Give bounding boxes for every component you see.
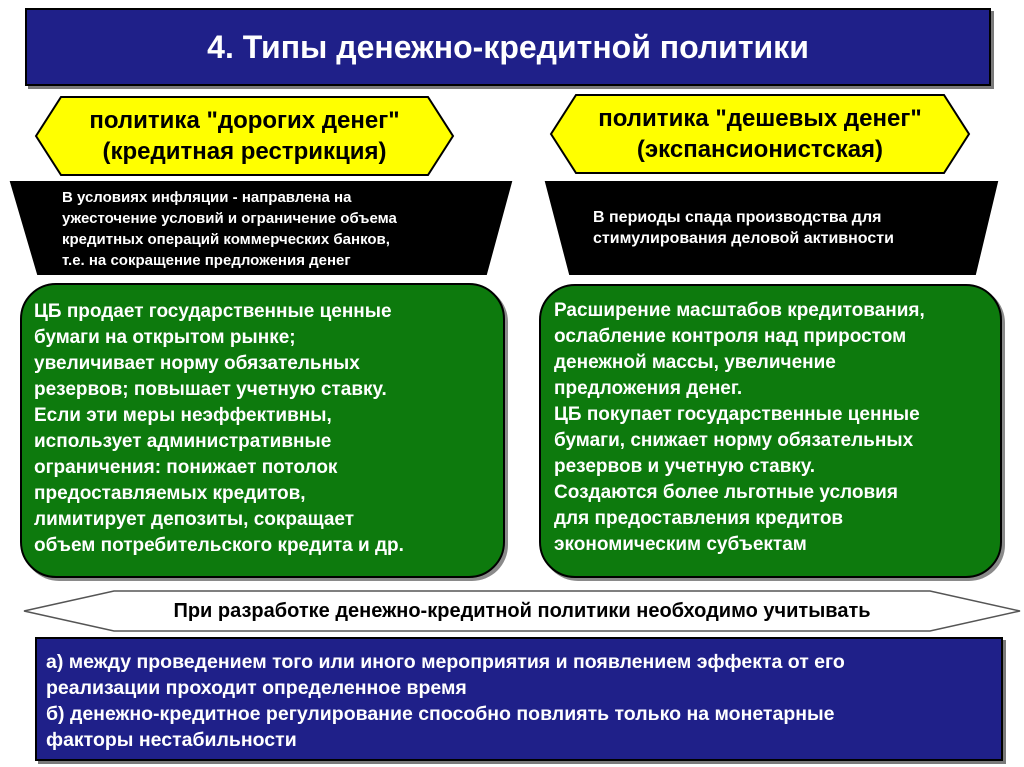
right-condition-line-1: В периоды спада производства для [593,209,882,226]
consideration-line-1: а) между проведением того или иного мероприятия и появлением эффекта от его [46,651,845,673]
left-measure-line-1: ЦБ продает государственные ценные [34,301,392,322]
left-measure-line-5: Если эти меры неэффективны, [34,405,332,426]
left-condition-line-4: т.е. на сокращение предложения денег [62,252,351,269]
left-measure-line-7: ограничения: понижает потолок [34,457,338,478]
left-header-line-2: (кредитная рестрикция) [102,138,387,165]
right-measure-line-6: бумаги, снижает норму обязательных [554,430,914,451]
left-policy-header [33,94,456,178]
consideration-line-4: факторы нестабильности [46,729,297,751]
considerations-box [35,637,1003,761]
right-header-line-1: политика "дешевых денег" [598,105,922,132]
left-measure-line-2: бумаги на открытом рынке; [34,327,296,348]
left-measure-line-9: лимитирует депозиты, сокращает [34,509,355,530]
right-measure-line-2: ослабление контроля над приростом [554,326,907,347]
left-condition-line-2: ужесточение условий и ограничение объема [62,210,397,227]
consider-arrow [22,589,1022,633]
left-header-line-1: политика "дорогих денег" [89,107,400,134]
left-measure-line-6: использует административные [34,431,332,452]
right-measure-line-9: для предоставления кредитов [554,508,844,529]
right-measure-line-5: ЦБ покупает государственные ценные [554,404,920,425]
consider-label: При разработке денежно-кредитной политики необходимо учитывать [173,599,871,622]
left-measures-box [20,283,505,578]
right-header-line-2: (экспансионистская) [636,136,884,163]
right-measure-line-7: резервов и учетную ставку. [554,456,816,477]
left-measure-line-8: предоставляемых кредитов, [34,483,306,504]
right-measures-box [539,284,1002,578]
title-banner [25,8,991,86]
left-condition-block [8,180,514,276]
consideration-line-3: б) денежно-кредитное регулирование способно повлиять только на монетарные [46,703,835,725]
right-measure-line-4: предложения денег. [554,378,743,399]
right-condition-block [543,180,1000,276]
page-title: 4. Типы денежно-кредитной политики [207,28,809,65]
left-measure-line-4: резервов; повышает учетную ставку. [34,379,387,400]
right-measure-line-1: Расширение масштабов кредитования, [554,300,925,321]
right-measure-line-10: экономическим субъектам [554,534,807,555]
left-measure-line-3: увеличивает норму обязательных [34,353,360,374]
left-condition-line-1: В условиях инфляции - направлена на [62,189,352,206]
right-measure-line-3: денежной массы, увеличение [554,352,836,373]
left-measure-line-10: объем потребительского кредита и др. [34,535,404,556]
right-policy-header [548,92,972,176]
right-condition-line-2: стимулирования деловой активности [593,230,894,247]
consideration-line-2: реализации проходит определенное время [46,677,467,699]
left-condition-line-3: кредитных операций коммерческих банков, [62,231,390,248]
right-measure-line-8: Создаются более льготные условия [554,482,898,503]
